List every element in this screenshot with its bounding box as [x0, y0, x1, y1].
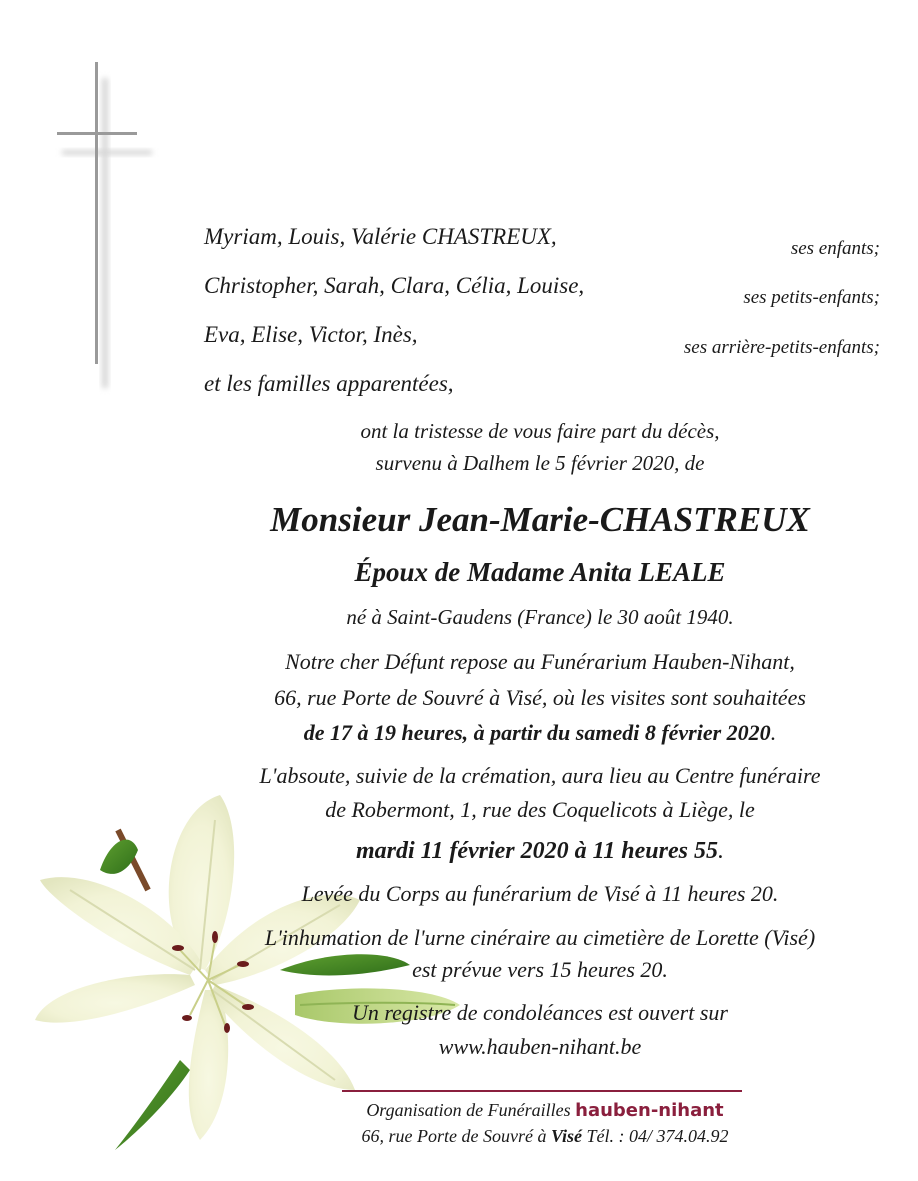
- relation-grandchildren: ses petits-enfants;: [743, 287, 880, 308]
- relation-children: ses enfants;: [790, 238, 880, 259]
- levee-text: Levée du Corps au funérarium de Visé à 11 heures 20.: [301, 881, 779, 906]
- footer-organisation: [345, 1100, 745, 1121]
- deceased-spouse: Époux de Madame Anita LEALE: [354, 557, 726, 587]
- visitation-hours: [180, 720, 900, 746]
- ceremony-line-1: L'absoute, suivie de la crémation, aura lieu au Centre funéraire: [259, 763, 821, 788]
- inhumation-line-2: est prévue vers 15 heures 20.: [412, 957, 668, 982]
- ceremony-line-2: de Robermont, 1, rue des Coquelicots à Liège, le: [325, 797, 755, 822]
- ceremony-date-end: .: [718, 838, 724, 864]
- cross-icon: [50, 58, 160, 398]
- brand-logo: hauben-nihant: [575, 1100, 724, 1121]
- family-names-great-grandchildren: Eva, Elise, Victor, Inès,: [204, 322, 418, 347]
- family-others: et les familles apparentées,: [204, 371, 454, 396]
- visitation-line-1: Notre cher Défunt repose au Funérarium Hauben-Nihant,: [285, 649, 795, 674]
- visitation-hours-bold: de 17 à 19 heures, à partir du samedi 8 février 2020: [303, 720, 771, 745]
- footer-phone: Tél. : 04/ 374.04.92: [586, 1126, 729, 1146]
- ceremony-date-bold: mardi 11 février 2020 à 11 heures 55: [355, 838, 718, 864]
- deceased-birth: né à Saint-Gaudens (France) le 30 août 1940.: [346, 605, 734, 629]
- family-names-children: Myriam, Louis, Valérie CHASTREUX,: [204, 224, 557, 249]
- footer-city: Visé: [550, 1126, 582, 1146]
- visitation-hours-end: .: [770, 720, 777, 745]
- inhumation-line-1: L'inhumation de l'urne cinéraire au cimetière de Lorette (Visé): [264, 925, 816, 950]
- visitation-line-2: 66, rue Porte de Souvré à Visé, où les visites sont souhaitées: [274, 685, 806, 710]
- relation-great-grandchildren: ses arrière-petits-enfants;: [683, 337, 880, 358]
- footer-address: [320, 1126, 770, 1147]
- registry-url[interactable]: www.hauben-nihant.be: [438, 1034, 642, 1059]
- ceremony-date: [180, 838, 900, 865]
- deceased-name: Monsieur Jean-Marie-CHASTREUX: [270, 500, 810, 539]
- footer-address-prefix: 66, rue Porte de Souvré à: [361, 1126, 547, 1146]
- announcement-line-1: ont la tristesse de vous faire part du décès,: [360, 419, 720, 443]
- footer-org-prefix: Organisation de Funérailles: [366, 1100, 571, 1120]
- announcement-line-2: survenu à Dalhem le 5 février 2020, de: [375, 451, 705, 475]
- footer-divider: [342, 1090, 742, 1092]
- registry-line: Un registre de condoléances est ouvert sur: [352, 1000, 728, 1025]
- family-names-grandchildren: Christopher, Sarah, Clara, Célia, Louise,: [204, 273, 585, 298]
